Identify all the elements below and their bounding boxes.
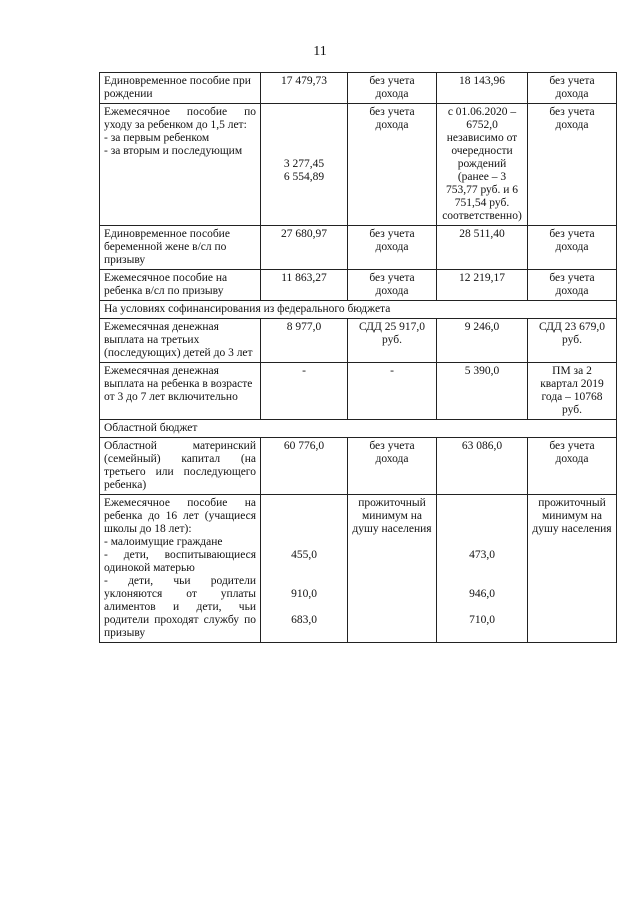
condition-2021-cell: СДД 23 679,0 руб.	[528, 319, 617, 363]
condition-2021-cell: без учета дохода	[528, 104, 617, 226]
table-row	[100, 319, 617, 363]
section-row	[100, 420, 617, 438]
amount-2020-cell: 455,0 910,0 683,0	[261, 495, 348, 643]
amount-2020-cell: 3 277,45 6 554,89	[261, 104, 348, 226]
benefit-name-cell: Ежемесячное пособие на ребенка в/сл по призыву	[100, 270, 261, 301]
amount-2020-cell: -	[261, 363, 348, 420]
page-number: 11	[313, 44, 327, 59]
amount-2020-cell: 8 977,0	[261, 319, 348, 363]
benefit-name-cell: Единовременное пособие беременной жене в/сл по призыву	[100, 226, 261, 270]
condition-2020-cell: без учета дохода	[348, 73, 437, 104]
table-row	[100, 438, 617, 495]
condition-2020-cell: -	[348, 363, 437, 420]
condition-2020-cell: СДД 25 917,0 руб.	[348, 319, 437, 363]
table-row	[100, 73, 617, 104]
table-row	[100, 363, 617, 420]
benefit-name-cell: Ежемесячное пособие по уходу за ребенком до 1,5 лет: - за первым ребенком - за вторым и последующим	[100, 104, 261, 226]
condition-2020-cell: без учета дохода	[348, 438, 437, 495]
amount-2021-cell: 63 086,0	[437, 438, 528, 495]
amount-2020-cell: 27 680,97	[261, 226, 348, 270]
section-row	[100, 301, 617, 319]
benefit-name-cell: Ежемесячная денежная выплата на третьих (последующих) детей до 3 лет	[100, 319, 261, 363]
amount-2021-cell: 5 390,0	[437, 363, 528, 420]
amount-2021-cell: с 01.06.2020 – 6752,0 независимо от очередности рождений (ранее – 3 753,77 руб. и 6 751,54 руб. соответственно)	[437, 104, 528, 226]
benefit-name-cell: Областной материнский (семейный) капитал (на третьего или последующего ребенка)	[100, 438, 261, 495]
table-row	[100, 495, 617, 643]
amount-2020-cell: 17 479,73	[261, 73, 348, 104]
condition-2021-cell: без учета дохода	[528, 226, 617, 270]
amount-2020-cell: 11 863,27	[261, 270, 348, 301]
amount-2021-cell: 18 143,96	[437, 73, 528, 104]
table-row	[100, 104, 617, 226]
amount-2021-cell: 9 246,0	[437, 319, 528, 363]
table-row	[100, 270, 617, 301]
amount-2021-cell: 12 219,17	[437, 270, 528, 301]
table-row	[100, 226, 617, 270]
condition-2021-cell: прожиточный минимум на душу населения	[528, 495, 617, 643]
condition-2020-cell: без учета дохода	[348, 104, 437, 226]
condition-2020-cell: без учета дохода	[348, 270, 437, 301]
benefits-table	[99, 72, 617, 643]
section-heading: На условиях софинансирования из федерального бюджета	[100, 301, 617, 319]
condition-2020-cell: без учета дохода	[348, 226, 437, 270]
benefit-name-cell: Ежемесячная денежная выплата на ребенка в возрасте от 3 до 7 лет включительно	[100, 363, 261, 420]
condition-2021-cell: без учета дохода	[528, 438, 617, 495]
benefit-name-cell: Единовременное пособие при рождении	[100, 73, 261, 104]
amount-2021-cell: 473,0 946,0 710,0	[437, 495, 528, 643]
benefit-name-cell: Ежемесячное пособие на ребенка до 16 лет (учащиеся школы до 18 лет): - малоимущие граждане - дети, воспитывающиеся одинокой матерью - дети, чьи родители уклоняются от уплаты алиментов и дети, чьи родители проходят службу по призыву	[100, 495, 261, 643]
condition-2021-cell: без учета дохода	[528, 73, 617, 104]
amount-2020-cell: 60 776,0	[261, 438, 348, 495]
condition-2021-cell: без учета дохода	[528, 270, 617, 301]
amount-2021-cell: 28 511,40	[437, 226, 528, 270]
condition-2020-cell: прожиточный минимум на душу населения	[348, 495, 437, 643]
section-heading: Областной бюджет	[100, 420, 617, 438]
condition-2021-cell: ПМ за 2 квартал 2019 года – 10768 руб.	[528, 363, 617, 420]
